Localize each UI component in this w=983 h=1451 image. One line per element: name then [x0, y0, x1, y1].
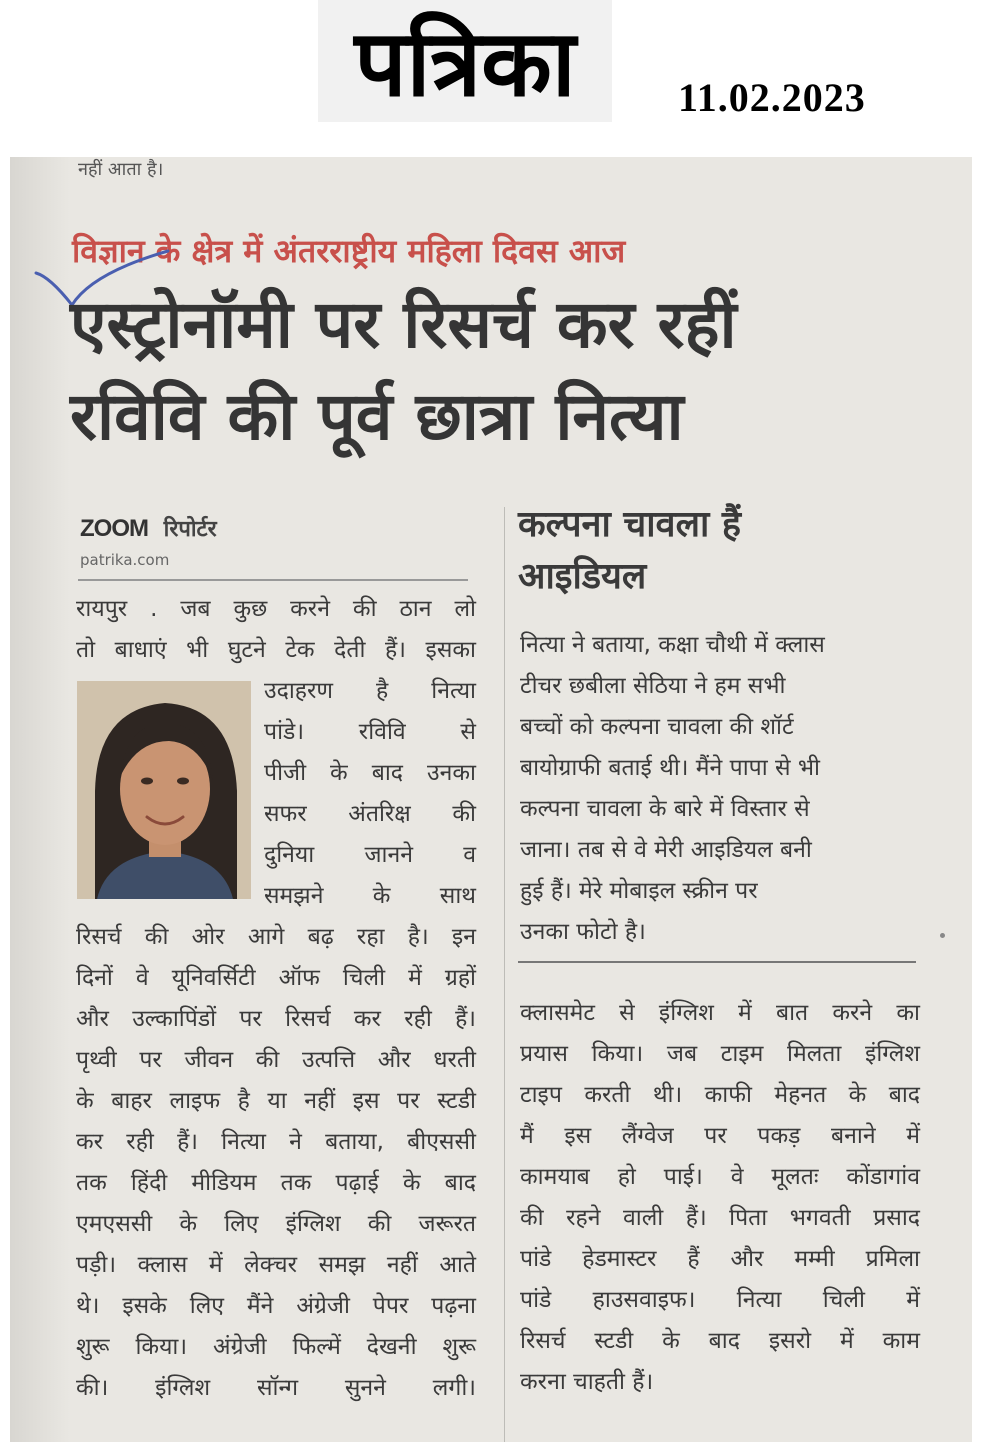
text-line: पड़ी। क्लास में लेक्चर समझ नहीं आते [76, 1252, 476, 1278]
portrait-photo [77, 681, 251, 899]
main-headline [70, 279, 737, 463]
article-body [76, 917, 476, 1409]
newspaper-logo [318, 0, 612, 122]
headline-line: एस्ट्रोनॉमी पर रिसर्च कर रहीं [70, 286, 737, 363]
text-line: मैं इस लैंग्वेज पर पकड़ बनाने में [520, 1123, 920, 1149]
text-line: के बाहर लाइफ है या नहीं इस पर स्टडी [76, 1088, 476, 1114]
byline-role: रिपोर्टर [163, 517, 217, 542]
text-line: रायपुर . जब कुछ करने की ठान लो [76, 596, 476, 622]
text-line: कर रही हैं। नित्या ने बताया, बीएससी [76, 1129, 476, 1155]
text-line: दिनों वे यूनिवर्सिटी ऑफ चिली में ग्रहों [76, 965, 476, 991]
ink-speck [940, 933, 945, 938]
text-line: बायोग्राफी बताई थी। मैंने पापा से भी [520, 755, 820, 781]
text-line: हुई हैं। मेरे मोबाइल स्क्रीन पर [520, 878, 758, 904]
text-line: क्लासमेट से इंग्लिश में बात करने का [520, 1000, 920, 1026]
text-line: समझने के साथ [264, 883, 476, 909]
text-line: शुरू किया। अंग्रेजी फिल्में देखनी शुरू [76, 1334, 476, 1360]
byline-divider [78, 579, 468, 581]
article-intro [76, 589, 476, 671]
byline-brand: ZOOM [80, 515, 148, 542]
text-line: नित्या ने बताया, कक्षा चौथी में क्लास [520, 632, 825, 658]
newspaper-clipping [10, 157, 972, 1442]
article-continuation [520, 993, 920, 1403]
text-line: पांडे हाउसवाइफ। नित्या चिली में [520, 1287, 920, 1313]
text-line: टीचर छबीला सेठिया ने हम सभी [520, 673, 786, 699]
text-line: और उल्कापिंडों पर रिसर्च कर रही हैं। [76, 1006, 476, 1032]
text-line: रिसर्च की ओर आगे बढ़ रहा है। इन [76, 924, 476, 950]
text-line: रिसर्च स्टडी के बाद इसरो में काम [520, 1328, 920, 1354]
text-line: दुनिया जानने व [264, 842, 476, 868]
text-line: की। इंग्लिश सॉन्ग सुनने लगी। [76, 1375, 476, 1401]
text-line: पीजी के बाद उनका [264, 760, 476, 786]
text-line: बच्चों को कल्पना चावला की शॉर्ट [520, 714, 794, 740]
kicker-headline: विज्ञान के क्षेत्र में अंतरराष्ट्रीय महिला दिवस आज [72, 232, 626, 270]
text-line: की रहने वाली हैं। पिता भगवती प्रसाद [520, 1205, 920, 1231]
sub-headline [518, 499, 741, 603]
text-line: कामयाब हो पाई। वे मूलतः कोंडागांव [520, 1164, 920, 1190]
column-divider [504, 507, 505, 1442]
article-sidebar-text [520, 625, 920, 953]
text-line: जाना। तब से वे मेरी आइडियल बनी [520, 837, 812, 863]
subhead-line: आइडियल [518, 556, 647, 597]
cut-text-fragment: नहीं आता है। [78, 159, 164, 180]
text-line: पृथ्वी पर जीवन की उत्पत्ति और धरती [76, 1047, 476, 1073]
text-line: तक हिंदी मीडियम तक पढ़ाई के बाद [76, 1170, 476, 1196]
publication-date: 11.02.2023 [678, 75, 866, 120]
text-line: टाइप करती थी। काफी मेहनत के बाद [520, 1082, 920, 1108]
section-divider [518, 961, 916, 963]
logo-text: पत्रिका [354, 9, 576, 117]
subhead-line: कल्पना चावला हैं [518, 504, 741, 545]
text-line: प्रयास किया। जब टाइम मिलता इंग्लिश [520, 1041, 920, 1067]
text-line: उनका फोटो है। [520, 919, 646, 945]
article-wrap-text [264, 671, 476, 917]
text-line: तो बाधाएं भी घुटने टेक देती हैं। इसका [76, 637, 476, 663]
website-text: patrika.com [80, 551, 170, 569]
text-line: करना चाहती हैं। [520, 1369, 654, 1395]
text-line: थे। इसके लिए मैंने अंग्रेजी पेपर पढ़ना [76, 1293, 476, 1319]
text-line: पांडे। रविवि से [264, 719, 476, 745]
text-line: सफर अंतरिक्ष की [264, 801, 476, 827]
text-line: पांडे हेडमास्टर हैं और मम्मी प्रमिला [520, 1246, 920, 1272]
byline [80, 513, 217, 543]
text-line: एमएससी के लिए इंग्लिश की जरूरत [76, 1211, 476, 1237]
headline-line: रविवि की पूर्व छात्रा नित्या [70, 378, 684, 455]
text-line: कल्पना चावला के बारे में विस्तार से [520, 796, 810, 822]
text-line: उदाहरण है नित्या [264, 678, 476, 704]
page-shadow [10, 157, 70, 1442]
